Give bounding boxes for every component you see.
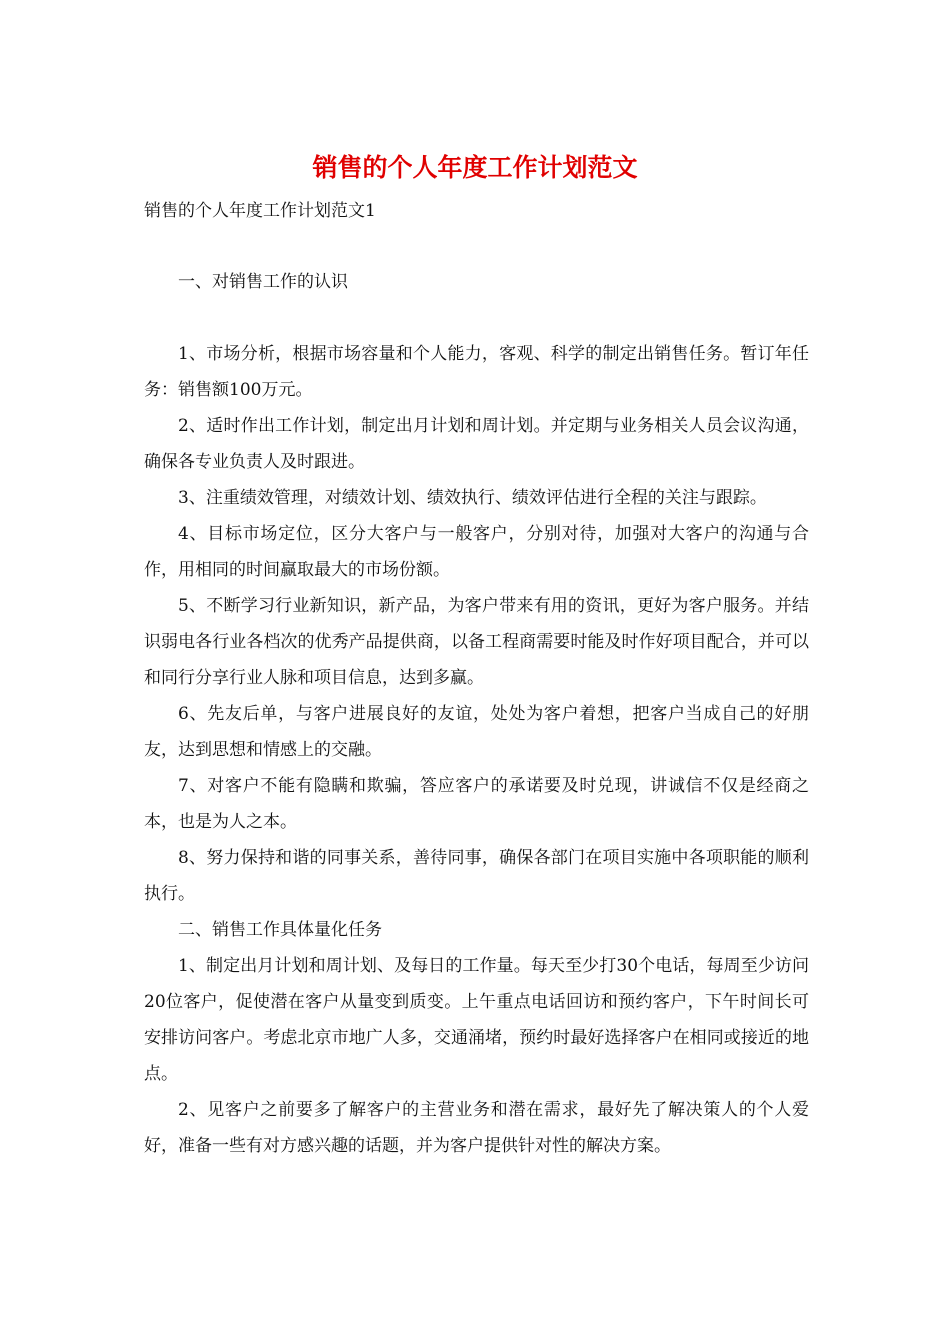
paragraph: 2、见客户之前要多了解客户的主营业务和潜在需求，最好先了解决策人的个人爱好，准备一些有对方感兴趣的话题，并为客户提供针对性的解决方案。	[144, 1100, 809, 1156]
paragraph: 3、注重绩效管理，对绩效计划、绩效执行、绩效评估进行全程的关注与跟踪。	[178, 488, 767, 508]
section-heading-2: 二、销售工作具体量化任务	[178, 920, 382, 940]
paragraph: 5、不断学习行业新知识，新产品，为客户带来有用的资讯，更好为客户服务。并结识弱电各行业各档次的优秀产品提供商，以备工程商需要时能及时作好项目配合，并可以和同行分享行业人脉和项目信息，达到多赢。	[144, 596, 809, 688]
paragraph: 1、市场分析，根据市场容量和个人能力，客观、科学的制定出销售任务。暂订年任务：销售额100万元。	[144, 344, 809, 400]
document-body	[144, 264, 809, 1164]
document-subtitle: 销售的个人年度工作计划范文1	[144, 201, 376, 221]
section-heading-1: 一、对销售工作的认识	[178, 272, 348, 292]
document-title: 销售的个人年度工作计划范文	[312, 153, 638, 182]
paragraph: 8、努力保持和谐的同事关系，善待同事，确保各部门在项目实施中各项职能的顺利执行。	[144, 848, 809, 904]
paragraph: 6、先友后单，与客户进展良好的友谊，处处为客户着想，把客户当成自己的好朋友，达到思想和情感上的交融。	[144, 704, 809, 760]
paragraph: 1、制定出月计划和周计划、及每日的工作量。每天至少打30个电话，每周至少访问20位客户，促使潜在客户从量变到质变。上午重点电话回访和预约客户，下午时间长可安排访问客户。考虑北京市地广人多，交通涌堵，预约时最好选择客户在相同或接近的地点。	[144, 956, 809, 1084]
paragraph: 4、目标市场定位，区分大客户与一般客户，分别对待，加强对大客户的沟通与合作，用相同的时间赢取最大的市场份额。	[144, 524, 809, 580]
paragraph: 7、对客户不能有隐瞒和欺骗，答应客户的承诺要及时兑现，讲诚信不仅是经商之本，也是为人之本。	[144, 776, 809, 832]
paragraph: 2、适时作出工作计划，制定出月计划和周计划。并定期与业务相关人员会议沟通，确保各专业负责人及时跟进。	[144, 416, 809, 472]
